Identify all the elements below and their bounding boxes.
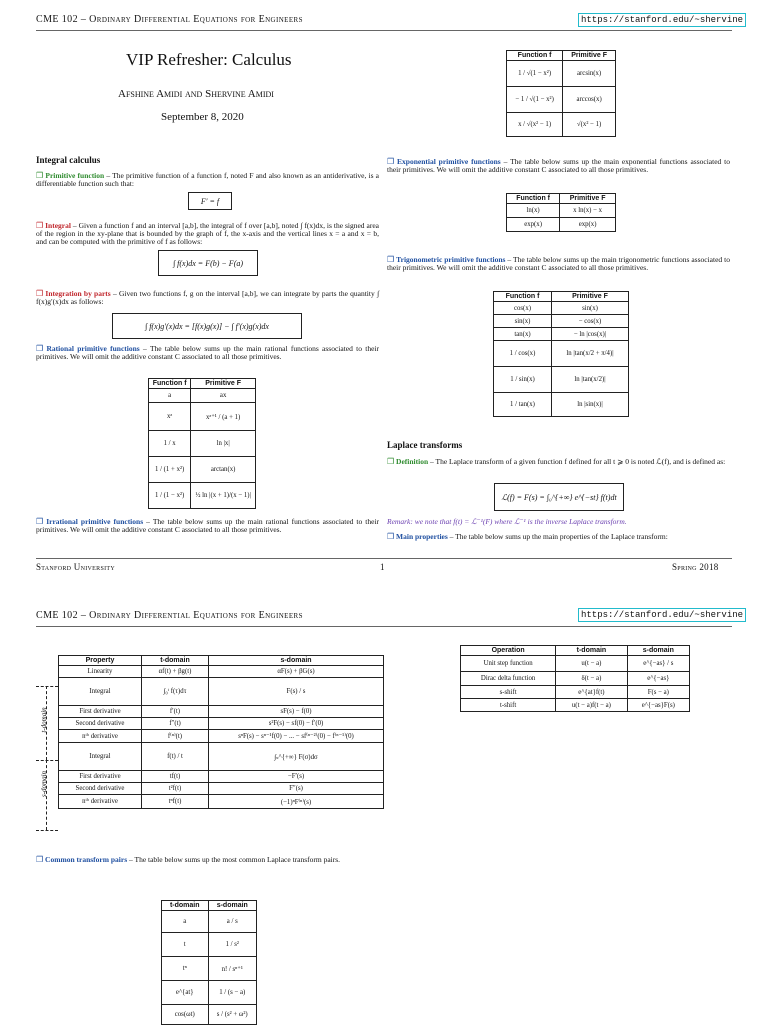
page-number: 1: [380, 562, 385, 572]
trigonometric-primitives-table: Function f Primitive F cos(x) sin(x) sin(x) − cos(x) tan(x) − ln |cos(x)| 1 / cos(x) ln |tan(x/2 + π/4)| 1 / sin(x) ln |tan(x/2)| 1 / tan(x) ln |sin(x)|: [493, 291, 629, 417]
common-transform-pairs-paragraph: ❒ Common transform pairs – The table below sums up the most common Laplace transform pairs.: [36, 855, 341, 864]
integration-by-parts-formula: ∫ f(x)g′(x)dx = [f(x)g(x)] − ∫ f′(x)g(x)dx: [112, 313, 302, 339]
main-properties-paragraph: ❒ Main properties – The table below sums up the main properties of the Laplace transform:: [387, 532, 668, 541]
rational-primitives-table: Function f Primitive F a ax xᵃ xᵃ⁺¹ / (a + 1) 1 / x ln |x| 1 / (1 + x²) arctan(x) 1 / (1 − x²) ½ ln |(x + 1)/(x − 1)|: [148, 378, 256, 509]
label-t-domain: t-domain: [40, 707, 48, 733]
header-url-link-page2[interactable]: https://stanford.edu/~shervine: [578, 608, 746, 622]
laplace-operations-table: Operation t-domain s-domain Unit step function u(t − a) e^{−as} / s Dirac delta function δ(t − a) e^{−as} s-shift e^{at}f(t) F(s − a) t-shift u(t − a)f(t − a) e^{−as}F(s): [460, 645, 690, 712]
checkbox-icon: ❒: [36, 171, 44, 180]
integral-paragraph: ❒ Integral – Given a function f and an interval [a,b], the integral of f over [a,b], noted ∫ f(x)dx, is the signed area of the region in the xy-plane that is bounded by the graph of f, the x-axis and the vertical lines x = a and x = b, and can be computed with the primitive of f as follows:: [36, 221, 379, 247]
header-title-page2: CME 102 – Ordinary Differential Equations for Engineers: [36, 610, 303, 621]
trigonometric-primitives-paragraph: ❒ Trigonometric primitive functions – The table below sums up the main trigonometric functions associated to their primitives. We will omit the additive constant C associated to all those primitives.: [387, 255, 731, 273]
exponential-primitives-table: Function f Primitive F ln(x) x ln(x) − x exp(x) exp(x): [506, 193, 616, 232]
section-laplace-transforms: Laplace transforms: [387, 440, 463, 450]
checkbox-icon: ❒: [36, 289, 44, 298]
remark: Remark: we note that f(t) = ℒ⁻¹(F) where ℒ⁻¹ is the inverse Laplace transform.: [387, 517, 627, 526]
footer-left: Stanford University: [36, 562, 115, 572]
integral-formula: ∫ f(x)dx = F(b) − F(a): [158, 250, 258, 276]
checkbox-icon: ❒: [36, 221, 44, 230]
rational-primitives-paragraph: ❒ Rational primitive functions – The table below sums up the main rational functions associated to their primitives. We will omit the additive constant C associated to all those primitives.: [36, 344, 380, 362]
header-title: CME 102 – Ordinary Differential Equations for Engineers: [36, 14, 303, 25]
header-rule-page2: [36, 626, 732, 627]
irrational-primitives-table: Function f Primitive F 1 / √(1 − x²) arcsin(x) − 1 / √(1 − x²) arccos(x) x / √(x² − 1) √(x² − 1): [506, 50, 616, 137]
label-s-domain: s-domain: [40, 770, 48, 798]
checkbox-icon: ❒: [387, 157, 395, 166]
definition-paragraph: ❒ Definition – The Laplace transform of a given function f defined for all t ⩾ 0 is noted ℒ(f), and is defined as:: [387, 457, 726, 466]
irrational-primitives-paragraph: ❒ Irrational primitive functions – The table below sums up the main rational functions associated to their primitives. We will omit the additive constant C associated to all those primitives.: [36, 517, 380, 535]
page-title: VIP Refresher: Calculus: [126, 50, 292, 69]
date: September 8, 2020: [161, 111, 244, 123]
checkbox-icon: ❒: [387, 457, 395, 466]
footer-right: Spring 2018: [672, 562, 719, 572]
header-rule: [36, 30, 732, 31]
bracket-dash-bottom: [36, 830, 58, 831]
laplace-properties-table: Property t-domain s-domain Linearity αf(t) + βg(t) αF(s) + βG(s) Integral ∫₀ᵗ f(τ)dτ F(s) / s First derivative f′(t) sF(s) − f(0) Second derivative f″(t) s²F(s) − sf(0) − f′(0) nᵗʰ derivative f⁽ⁿ⁾(t) sⁿF(s) − sⁿ⁻¹f(0) − ... − sf⁽ⁿ⁻²⁾(0) − f⁽ⁿ⁻¹⁾(0) Integral f(t) / t ∫ₛ^{+∞} F(σ)dσ First derivative tf(t) −F′(s) Second derivative t²f(t) F″(s) nᵗʰ derivative tⁿf(t) (−1)ⁿF⁽ⁿ⁾(s): [58, 655, 384, 809]
exponential-primitives-paragraph: ❒ Exponential primitive functions – The table below sums up the main exponential functions associated to their primitives. We will omit the additive constant C associated to all those primitives.: [387, 157, 730, 175]
authors: Afshine Amidi and Shervine Amidi: [118, 88, 274, 100]
laplace-definition-formula: ℒ(f) = F(s) = ∫₀^{+∞} e^{−st} f(t)dt: [494, 483, 624, 511]
common-transform-pairs-table: t-domain s-domain a a / s t 1 / s² tⁿ n! / sⁿ⁺¹ e^{at} 1 / (s − a) cos(ωt) s / (s² + ω²): [161, 900, 257, 1025]
checkbox-icon: ❒: [387, 255, 395, 264]
checkbox-icon: ❒: [387, 532, 395, 541]
checkbox-icon: ❒: [36, 344, 44, 353]
bracket-dash-top: [36, 686, 58, 687]
integration-by-parts-paragraph: ❒ Integration by parts – Given two functions f, g on the interval [a,b], we can integrate by parts the quantity ∫ f(x)g′(x)dx as follows:: [36, 289, 380, 307]
footer-rule: [36, 558, 732, 559]
header-url-link[interactable]: https://stanford.edu/~shervine: [578, 13, 746, 27]
primitive-formula: F′ = f: [188, 192, 232, 210]
checkbox-icon: ❒: [36, 517, 44, 526]
primitive-function-paragraph: ❒ Primitive function – The primitive function of a function f, noted F and also known as an antiderivative, is a differentiable function such that:: [36, 171, 380, 189]
checkbox-icon: ❒: [36, 855, 44, 864]
section-integral-calculus: Integral calculus: [36, 155, 101, 165]
